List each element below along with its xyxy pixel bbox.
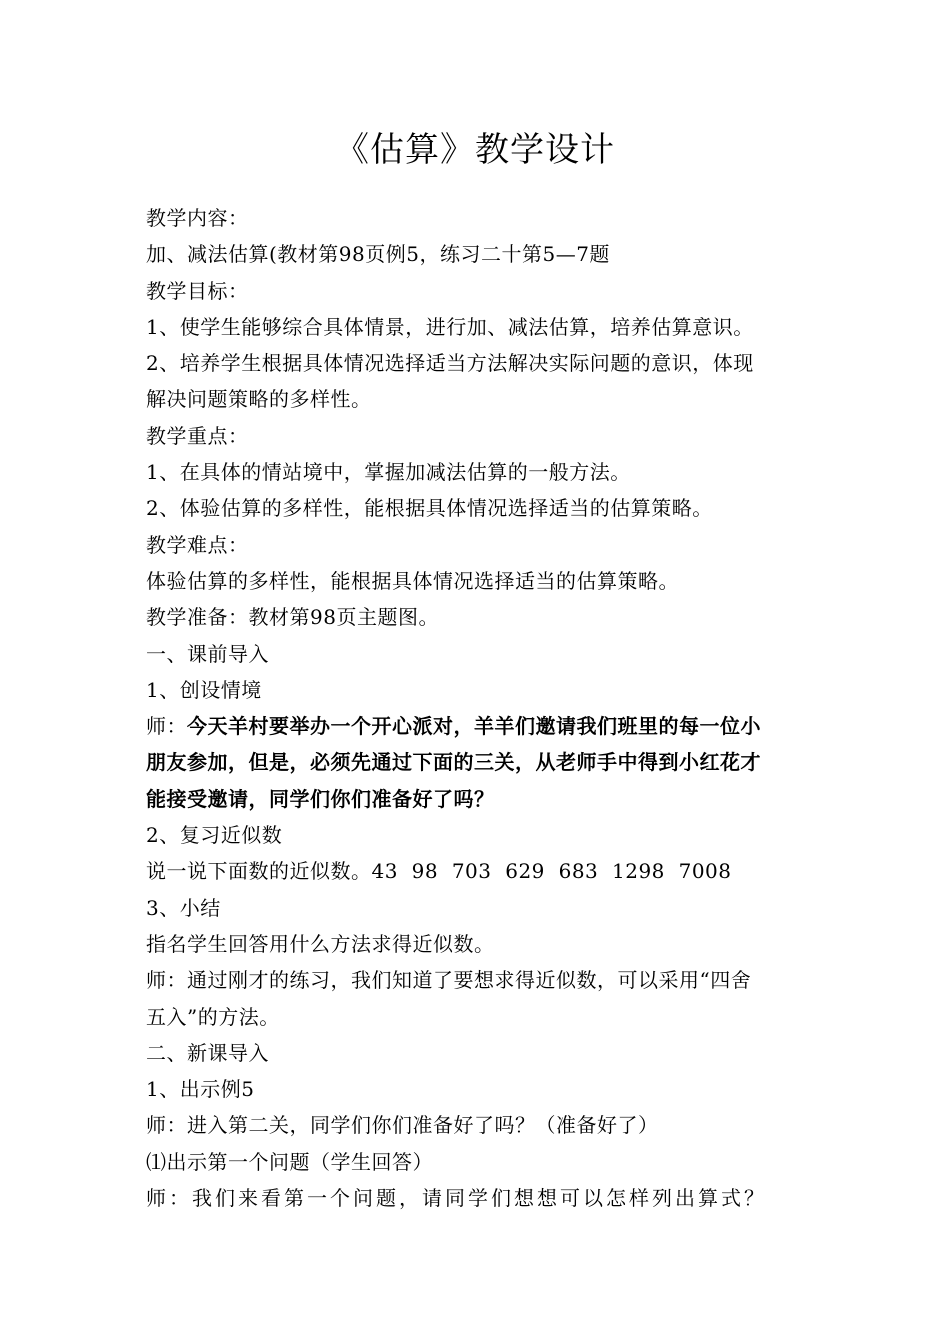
text-line: 2、体验估算的多样性，能根据具体情况选择适当的估算策略。	[146, 496, 713, 521]
document-title: 《估算》教学设计	[335, 130, 615, 170]
text-line: 教学准备：教材第98页主题图。	[146, 605, 439, 630]
text-line: 五入”的方法。	[146, 1004, 280, 1029]
text-line: 说一说下面数的近似数。43 98 703 629 683 1298 7008	[146, 859, 732, 884]
text-line: 解决问题策略的多样性。	[146, 387, 372, 412]
teacher-prefix: 师：	[146, 714, 187, 739]
text-line: 2、复习近似数	[146, 823, 283, 848]
text-line: 师：我们来看第一个问题，请同学们想想可以怎样列出算式？	[146, 1186, 767, 1211]
text-line: 体验估算的多样性，能根据具体情况选择适当的估算策略。	[146, 568, 679, 593]
text-line: 教学重点：	[146, 423, 249, 448]
text-line: 加、减法估算(教材第98页例5，练习二十第5—7题	[146, 242, 610, 267]
bold-speech-line: 朋友参加，但是，必须先通过下面的三关，从老师手中得到小红花才	[146, 750, 761, 775]
text-line: 3、小结	[146, 895, 221, 920]
text-line: 师：通过刚才的练习，我们知道了要想求得近似数，可以采用“四舍	[146, 968, 752, 993]
text-line: 教学目标：	[146, 278, 249, 303]
text-line: 1、在具体的情站境中，掌握加减法估算的一般方法。	[146, 460, 631, 485]
text-line: 2、培养学生根据具体情况选择适当方法解决实际问题的意识，体现	[146, 351, 754, 376]
text-line: 1、使学生能够综合具体情景，进行加、减法估算，培养估算意识。	[146, 314, 754, 339]
text-line: 1、出示例5	[146, 1077, 255, 1102]
bold-speech-text: 今天羊村要举办一个开心派对，羊羊们邀请我们班里的每一位小	[187, 714, 761, 739]
text-line: 二、新课导入	[146, 1040, 269, 1065]
text-line: 指名学生回答用什么方法求得近似数。	[146, 931, 495, 956]
text-line: 教学难点：	[146, 532, 249, 557]
text-line: 1、创设情境	[146, 677, 262, 702]
teacher-speech-line	[146, 708, 814, 744]
text-line: 教学内容：	[146, 206, 249, 230]
document-body	[146, 200, 814, 1216]
text-line: ⑴出示第一个问题（学生回答）	[146, 1149, 433, 1174]
text-line: 一、课前导入	[146, 641, 269, 666]
bold-speech-line: 能接受邀请，同学们你们准备好了吗？	[146, 786, 495, 811]
text-line: 师：进入第二关，同学们你们准备好了吗？（准备好了）	[146, 1113, 659, 1138]
